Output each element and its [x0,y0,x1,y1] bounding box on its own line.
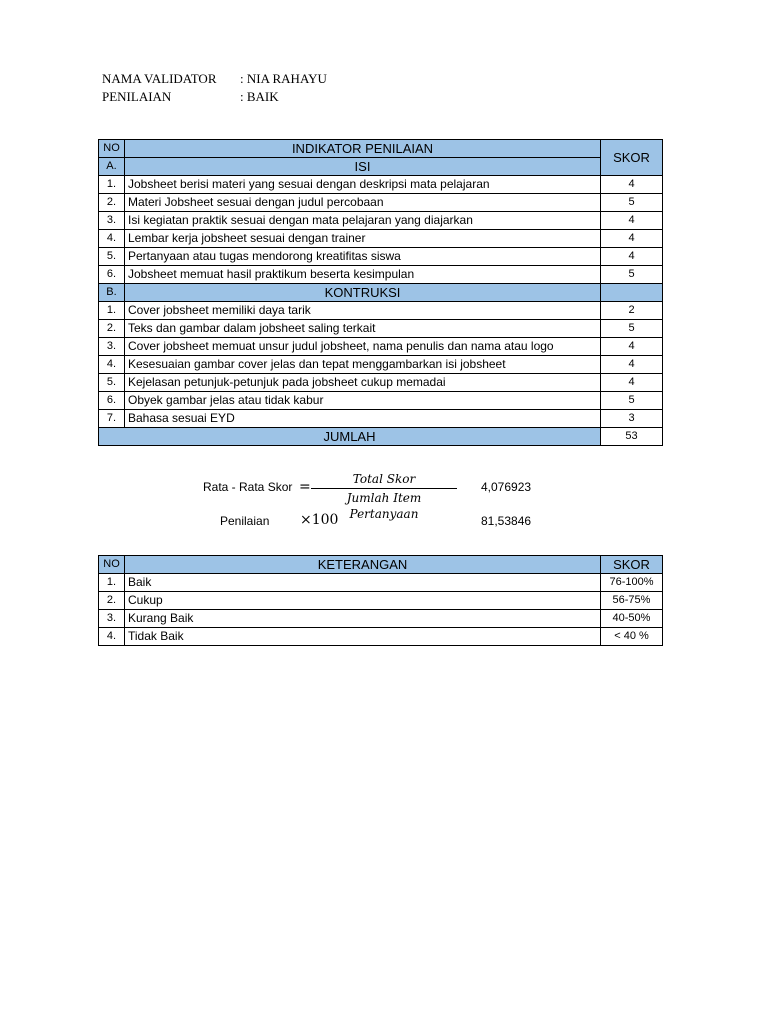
equals-sign: = [299,479,311,495]
row-number: 6. [99,266,125,284]
validator-label: NAMA VALIDATOR [102,71,217,86]
section-b-no: B. [99,284,125,302]
criteria-table [98,555,663,646]
row-score: 4 [601,338,663,356]
criteria-row [99,628,663,646]
row-text: Kurang Baik [125,610,601,628]
section-b-title: KONTRUKSI [125,284,601,302]
total-row [99,428,663,446]
indicator-row [99,266,663,284]
row-number: 4. [99,628,125,646]
row-score: 4 [601,248,663,266]
times-hundred: ×100 [300,512,339,528]
criteria-col-no: NO [99,556,125,574]
criteria-header-row [99,556,663,574]
total-value: 53 [601,428,663,446]
row-number: 1. [99,176,125,194]
row-score: 3 [601,410,663,428]
row-text: Obyek gambar jelas atau tidak kabur [125,392,601,410]
row-number: 4. [99,230,125,248]
row-number: 2. [99,194,125,212]
criteria-row [99,592,663,610]
indicator-row [99,320,663,338]
row-text: Teks dan gambar dalam jobsheet saling terkait [125,320,601,338]
row-score: 5 [601,392,663,410]
row-text: Lembar kerja jobsheet sesuai dengan trainer [125,230,601,248]
assessment-row [102,88,327,106]
indicator-row [99,392,663,410]
row-score: 4 [601,212,663,230]
row-text: Kesesuaian gambar cover jelas dan tepat menggambarkan isi jobsheet [125,356,601,374]
indicator-row [99,410,663,428]
row-number: 7. [99,410,125,428]
row-number: 2. [99,320,125,338]
indicator-row [99,302,663,320]
row-score: 56-75% [601,592,663,610]
criteria-col-score: SKOR [601,556,663,574]
row-text: Isi kegiatan praktik sesuai dengan mata pelajaran yang diajarkan [125,212,601,230]
row-text: Bahasa sesuai EYD [125,410,601,428]
row-score: 40-50% [601,610,663,628]
table-header-row [99,140,663,158]
row-text: Materi Jobsheet sesuai dengan judul percobaan [125,194,601,212]
row-score: 4 [601,176,663,194]
col-header-no: NO [99,140,125,158]
final-score-value: 81,53846 [481,514,532,528]
indicator-row [99,248,663,266]
row-text: Baik [125,574,601,592]
row-score: 5 [601,194,663,212]
validator-row [102,70,327,88]
fraction-denominator: Jumlah Item Pertanyaan [346,491,422,521]
section-a-no: A. [99,158,125,176]
section-row-b [99,284,663,302]
row-text: Jobsheet berisi materi yang sesuai dengan deskripsi mata pelajaran [125,176,601,194]
row-text: Cukup [125,592,601,610]
indicator-row [99,230,663,248]
row-text: Cover jobsheet memuat unsur judul jobsheet, nama penulis dan nama atau logo [125,338,601,356]
row-score: 2 [601,302,663,320]
row-number: 1. [99,574,125,592]
row-score: 76-100% [601,574,663,592]
row-number: 5. [99,248,125,266]
section-a-title: ISI [125,158,601,176]
row-score: 4 [601,356,663,374]
row-score: 4 [601,374,663,392]
row-text: Jobsheet memuat hasil praktikum beserta kesimpulan [125,266,601,284]
section-row-a [99,158,663,176]
indicator-row [99,176,663,194]
assessment-value: : BAIK [240,89,279,104]
fraction-numerator: Total Skor [352,472,416,486]
indicator-row [99,374,663,392]
row-number: 1. [99,302,125,320]
row-number: 3. [99,610,125,628]
row-text: Pertanyaan atau tugas mendorong kreatifitas siswa [125,248,601,266]
indicator-row [99,212,663,230]
average-score-label: Rata - Rata Skor [203,480,293,494]
assessment-indicator-table [98,139,663,446]
row-score: 4 [601,230,663,248]
row-number: 2. [99,592,125,610]
row-number: 3. [99,212,125,230]
col-header-indicator: INDIKATOR PENILAIAN [125,140,601,158]
total-label: JUMLAH [99,428,601,446]
score-fraction [311,471,457,521]
row-number: 3. [99,338,125,356]
indicator-row [99,356,663,374]
average-score-value: 4,076923 [481,480,532,494]
row-score: < 40 % [601,628,663,646]
validator-header [102,70,327,106]
validator-value: : NIA RAHAYU [240,71,327,86]
final-score-label: Penilaian [220,514,270,528]
criteria-col-desc: KETERANGAN [125,556,601,574]
row-number: 4. [99,356,125,374]
row-number: 6. [99,392,125,410]
row-text: Cover jobsheet memiliki daya tarik [125,302,601,320]
row-text: Kejelasan petunjuk-petunjuk pada jobsheet cukup memadai [125,374,601,392]
row-score: 5 [601,266,663,284]
fraction-bar [311,488,457,489]
row-score: 5 [601,320,663,338]
criteria-row [99,610,663,628]
col-header-score: SKOR [601,140,663,176]
indicator-row [99,194,663,212]
criteria-row [99,574,663,592]
indicator-row [99,338,663,356]
assessment-label: PENILAIAN [102,89,172,104]
section-b-score-blank [601,284,663,302]
row-text: Tidak Baik [125,628,601,646]
row-number: 5. [99,374,125,392]
